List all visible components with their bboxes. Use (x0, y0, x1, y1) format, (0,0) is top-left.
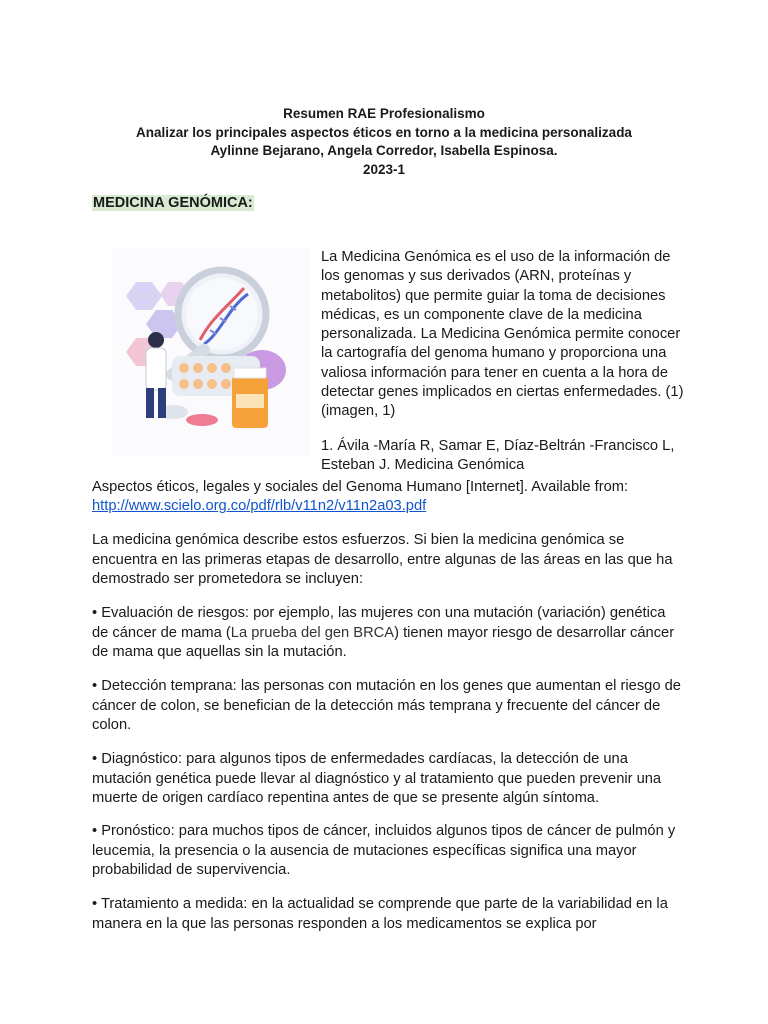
paragraph-prognosis: • Pronóstico: para muchos tipos de cáncer, incluidos algunos tipos de cáncer de pulmón y leucemia, la presencia o la ausencia de mutaciones específicas significa una mayor probabilidad de supervivencia. (92, 823, 676, 879)
paragraph-text: ) tienen mayor riesgo de desarrollar cáncer de mama que aquellas sin la mutación. (92, 624, 675, 661)
term: 2023-1 (362, 161, 406, 177)
paragraph-tailored-treatment: • Tratamiento a medida: en la actualidad se comprende que parte de la variabilidad en la manera en la que las personas responden a los medicamentos se explica por (92, 896, 668, 932)
paragraph-diagnosis: • Diagnóstico: para algunos tipos de enfermedades cardíacas, la detección de una mutación genética puede llevar al diagnóstico y al tratamiento que pueden prevenir una muerte de origen cardíaco repentina antes de que se presente algún síntoma. (92, 751, 662, 807)
brca-test-link[interactable]: La prueba del gen BRCA (230, 624, 395, 641)
section-title: MEDICINA GENÓMICA: (93, 195, 253, 211)
paragraph-risk-evaluation (92, 604, 682, 663)
paragraph-1: La medicina genómica describe estos esfuerzos. Si bien la medicina genómica se encuentra en las primeras etapas de desarrollo, entre algunas de las áreas en las que ha demostrado ser prometedora se incluyen: (92, 532, 673, 588)
authors: Aylinne Bejarano, Angela Corredor, Isabella Espinosa. (210, 143, 558, 158)
paragraph-text: • Evaluación de riesgos: por ejemplo, las mujeres con una mutación (variación) genética de cáncer de mama ( (92, 605, 666, 641)
genomic-medicine-illustration (112, 248, 310, 456)
reference-link[interactable]: http://www.scielo.org.co/pdf/rlb/v11n2/v11n2a03.pdf (92, 498, 427, 515)
reference-text: Aspectos éticos, legales y sociales del Genoma Humano [Internet]. Available from: (92, 479, 629, 495)
paragraph-early-detection: • Detección temprana: las personas con mutación en los genes que aumentan el riesgo de cáncer de colon, se benefician de la detección más temprana y frecuente del cáncer de colon. (92, 678, 681, 734)
report-title: Resumen RAE Profesionalismo (283, 106, 485, 121)
report-subtitle: Analizar los principales aspectos éticos en torno a la medicina personalizada (136, 124, 632, 140)
reference-line-1: 1. Ávila -María R, Samar E, Díaz-Beltrán -Francisco L, Esteban J. Medicina Genómica (321, 438, 675, 474)
document-header (0, 105, 768, 179)
intro-paragraph: La Medicina Genómica es el uso de la información de los genomas y sus derivados (ARN, proteínas y metabolitos) que permite guiar la toma de decisiones médicas, es un componente clave de la medicina personalizada. La Medicina Genómica permite conocer la cartografía del genoma humano y proporciona una valiosa información para tener en cuenta a la hora de detectar genes implicados en ciertas enfermedades. (1) (imagen, 1) (321, 249, 684, 420)
reference-line-2 (92, 478, 692, 517)
